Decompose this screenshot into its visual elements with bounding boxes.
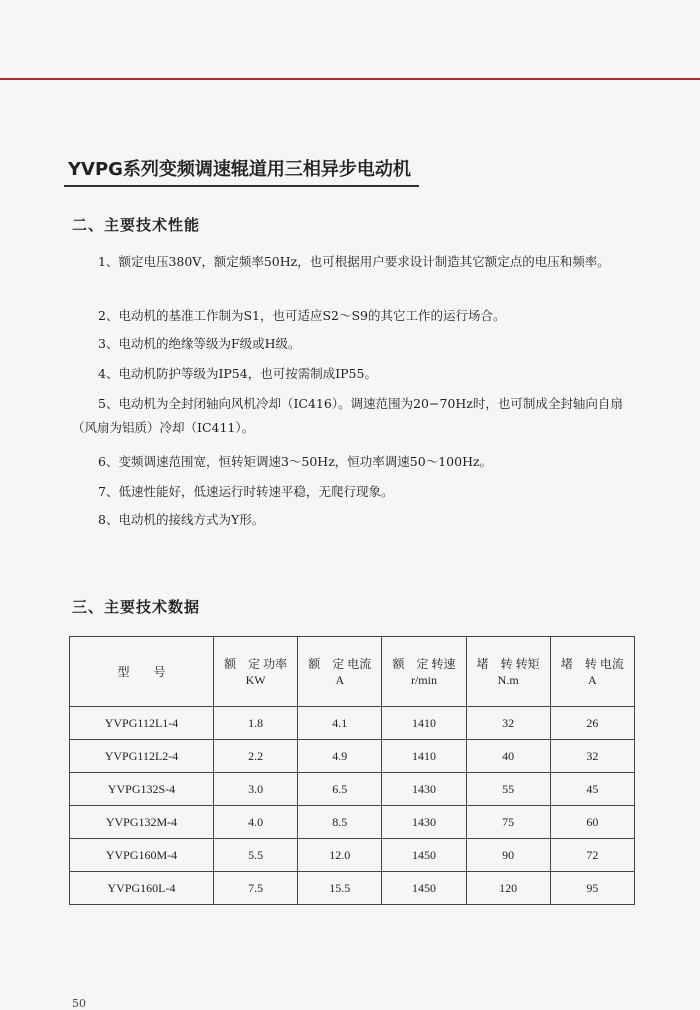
performance-item-7: 7、低速性能好，低速运行时转速平稳，无爬行现象。 bbox=[98, 484, 394, 499]
header-rated-speed bbox=[382, 637, 466, 707]
performance-item-6: 6、变频调速范围宽，恒转矩调速3～50Hz，恒功率调速50～100Hz。 bbox=[98, 454, 493, 469]
cell-rated-current: 6.5 bbox=[298, 773, 382, 806]
table-row bbox=[70, 707, 635, 740]
cell-rated-speed: 1450 bbox=[382, 872, 466, 905]
cell-rated-power: 4.0 bbox=[214, 806, 298, 839]
cell-model: YVPG132S-4 bbox=[70, 773, 214, 806]
cell-rated-power: 5.5 bbox=[214, 839, 298, 872]
cell-locked-torque: 40 bbox=[466, 740, 550, 773]
cell-rated-current: 8.5 bbox=[298, 806, 382, 839]
cell-locked-torque: 120 bbox=[466, 872, 550, 905]
cell-rated-power: 7.5 bbox=[214, 872, 298, 905]
title-underline bbox=[64, 185, 419, 187]
cell-rated-power: 2.2 bbox=[214, 740, 298, 773]
header-rated-power-label: 额 定 功率 bbox=[224, 656, 288, 671]
cell-locked-current: 72 bbox=[550, 839, 634, 872]
top-red-rule bbox=[0, 78, 700, 80]
cell-rated-power: 3.0 bbox=[214, 773, 298, 806]
table-row bbox=[70, 872, 635, 905]
cell-rated-speed: 1430 bbox=[382, 773, 466, 806]
table-row bbox=[70, 806, 635, 839]
header-rated-power-unit: KW bbox=[245, 672, 266, 687]
performance-item-1: 1、额定电压380V，额定频率50Hz，也可根据用户要求设计制造其它额定点的电压和频率。 bbox=[98, 254, 610, 269]
technical-data-table bbox=[69, 636, 635, 905]
cell-rated-speed: 1410 bbox=[382, 707, 466, 740]
cell-rated-current: 4.1 bbox=[298, 707, 382, 740]
cell-model: YVPG160L-4 bbox=[70, 872, 214, 905]
performance-item-5: 5、电动机为全封闭轴向风机冷却（IC416）。调速范围为20−70Hz时，也可制成全封轴向自扇（风扇为铝质）冷却（IC411）。 bbox=[72, 396, 623, 435]
cell-rated-current: 15.5 bbox=[298, 872, 382, 905]
performance-item-4: 4、电动机防护等级为IP54，也可按需制成IP55。 bbox=[98, 366, 377, 381]
header-locked-torque-label: 堵 转 转矩 bbox=[476, 656, 540, 671]
cell-locked-torque: 55 bbox=[466, 773, 550, 806]
table-header-row bbox=[70, 637, 635, 707]
header-locked-current-unit: A bbox=[588, 672, 597, 687]
cell-model: YVPG112L2-4 bbox=[70, 740, 214, 773]
cell-rated-power: 1.8 bbox=[214, 707, 298, 740]
header-model bbox=[70, 637, 214, 707]
cell-rated-current: 4.9 bbox=[298, 740, 382, 773]
cell-locked-torque: 90 bbox=[466, 839, 550, 872]
performance-item-8: 8、电动机的接线方式为Y形。 bbox=[98, 512, 265, 527]
cell-locked-current: 26 bbox=[550, 707, 634, 740]
cell-rated-current: 12.0 bbox=[298, 839, 382, 872]
header-rated-current-unit: A bbox=[335, 672, 345, 687]
header-rated-speed-label: 额 定 转速 bbox=[392, 656, 456, 671]
header-locked-current-label: 堵 转 电流 bbox=[560, 656, 624, 671]
cell-locked-current: 45 bbox=[550, 773, 634, 806]
cell-model: YVPG132M-4 bbox=[70, 806, 214, 839]
header-rated-power bbox=[214, 637, 298, 707]
header-rated-current bbox=[298, 637, 382, 707]
header-locked-torque-unit: N.m bbox=[497, 672, 519, 687]
header-model-label: 型 号 bbox=[117, 664, 166, 679]
cell-locked-torque: 32 bbox=[466, 707, 550, 740]
page-number: 50 bbox=[72, 997, 86, 1010]
performance-item-2: 2、电动机的基准工作制为S1，也可适应S2～S9的其它工作的运行场合。 bbox=[98, 308, 506, 323]
performance-item-3: 3、电动机的绝缘等级为F级或H级。 bbox=[98, 336, 301, 351]
header-locked-torque bbox=[466, 637, 550, 707]
section-data-heading: 三、主要技术数据 bbox=[72, 598, 201, 616]
cell-locked-current: 32 bbox=[550, 740, 634, 773]
section-performance-heading: 二、主要技术性能 bbox=[72, 216, 201, 234]
table-row bbox=[70, 740, 635, 773]
table-row bbox=[70, 773, 635, 806]
cell-rated-speed: 1450 bbox=[382, 839, 466, 872]
table-row bbox=[70, 839, 635, 872]
cell-rated-speed: 1410 bbox=[382, 740, 466, 773]
cell-model: YVPG160M-4 bbox=[70, 839, 214, 872]
cell-rated-speed: 1430 bbox=[382, 806, 466, 839]
header-locked-current bbox=[550, 637, 634, 707]
document-title: YVPG系列变频调速辊道用三相异步电动机 bbox=[68, 159, 411, 180]
header-rated-speed-unit: r/min bbox=[410, 672, 437, 687]
cell-locked-current: 95 bbox=[550, 872, 634, 905]
cell-locked-torque: 75 bbox=[466, 806, 550, 839]
cell-model: YVPG112L1-4 bbox=[70, 707, 214, 740]
cell-locked-current: 60 bbox=[550, 806, 634, 839]
header-rated-current-label: 额 定 电流 bbox=[308, 656, 372, 671]
